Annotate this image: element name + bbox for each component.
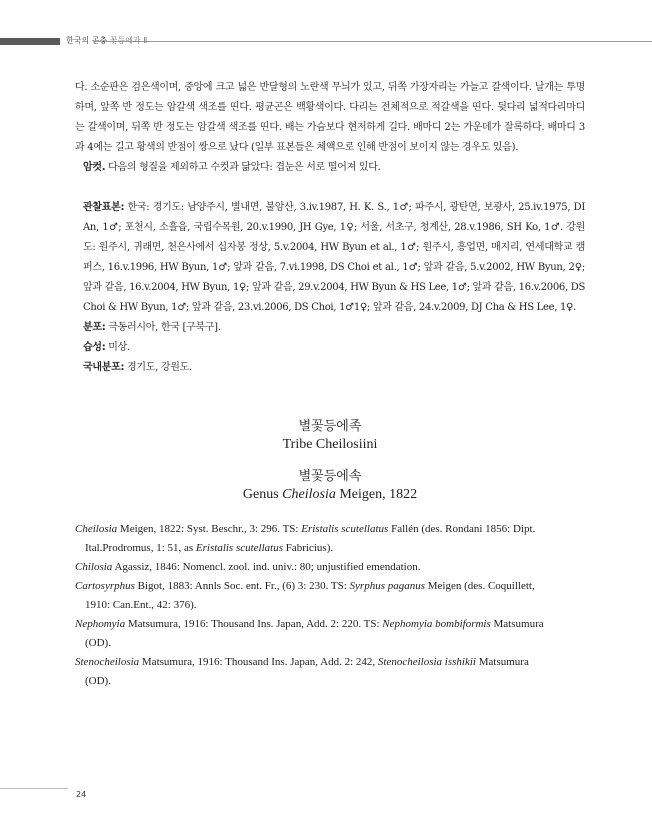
synonym-text: Matsumura, 1916: Thousand Ins. Japan, Add. 2: 242,	[139, 656, 378, 668]
synonym-continuation: Ital.Prodromus, 1: 51, as	[85, 542, 196, 554]
synonym-name: Chilosia	[75, 561, 113, 573]
header-rule-dark	[0, 38, 60, 45]
synonym-list	[75, 520, 585, 691]
genus-heading	[75, 468, 585, 504]
type-species-name: Eristalis scutellatus	[195, 542, 284, 554]
distribution-text: 극동러시아, 한국 [구북구].	[105, 322, 221, 333]
female-paragraph	[75, 158, 585, 178]
type-species-name: Eristalis scutellatus	[301, 523, 389, 535]
synonym-text: Matsumura	[475, 656, 529, 668]
habitat-text: 미상.	[105, 342, 130, 353]
domestic-label: 국내분포:	[83, 362, 125, 373]
type-species-name: Syrphus paganus	[349, 580, 426, 592]
genus-korean: 별꽃등에속	[298, 469, 362, 484]
habitat-label: 습성:	[83, 342, 106, 353]
synonym-name: Stenocheilosia	[75, 656, 140, 668]
page-number: 24	[76, 790, 87, 799]
page-body	[75, 78, 585, 691]
domestic-line	[75, 358, 585, 378]
female-text: 다음의 형질을 제외하고 수컷과 닮았다: 겹눈은 서로 떨어져 있다.	[105, 162, 381, 173]
type-species-name: Nephomyia bombiformis	[382, 618, 491, 630]
header-volume: 꽃등에과 Ⅱ	[109, 36, 148, 45]
synonym-entry	[75, 653, 585, 691]
synonym-continuation: (OD).	[85, 675, 111, 687]
synonym-name: Cartosyrphus	[75, 580, 135, 592]
genus-prefix: Genus	[242, 487, 283, 502]
genus-latin	[75, 486, 585, 504]
synonym-name: Cheilosia	[75, 523, 118, 535]
tribe-korean: 별꽃등에족	[298, 419, 362, 434]
synonym-text: Matsumura, 1916: Thousand Ins. Japan, Add. 2: 220. TS:	[125, 618, 383, 630]
synonym-text: Bigot, 1883: Annls Soc. ent. Fr., (6) 3: 230. TS:	[134, 580, 350, 592]
specimens-label: 관찰표본:	[83, 202, 125, 213]
header-book-title: 한국의 곤충	[66, 36, 108, 45]
distribution-line	[75, 318, 585, 338]
synonym-entry	[75, 615, 585, 653]
synonym-text: Matsumura	[490, 618, 544, 630]
synonym-continuation: 1910: Can.Ent., 42: 376).	[85, 599, 197, 611]
domestic-text: 경기도, 강원도.	[124, 362, 192, 373]
specimens-text: 한국: 경기도: 남양주시, 별내면, 불암산, 3.iv.1987, H. K. S., 1♂; 파주시, 광탄면, 보광사, 25.iv.1975, DI An, 1♂; 포천시, 소흘읍, 국립수목원, 20.v.1990, JH Gye, 1♀; 서울, 서초구, 청계산, 28.v.1986, SH Ko, 1♂. 강원도: 원주시, 귀래면, 천은사에서 십자봉 정상, 5.v.2004, HW Byun et al., 1♂; 원주시, 흥업면, 매지리, 연세대학교 캠퍼스, 16.v.1996, HW Byun, 1♂; 앞과 같음, 7.vi.1998, DS Choi et al., 1♂; 앞과 같음, 5.v.2002, HW Byun, 2♀; 앞과 같음, 16.v.2004, HW Byun, 1♀; 앞과 같음, 29.v.2004, HW Byun & HS Lee, 1♂; 앞과 같음, 16.v.2006, DS Choi & HW Byun, 1♂; 앞과 같음, 23.vi.2006, DS Choi, 1♂1♀; 앞과 같음, 24.v.2009, DJ Cha & HS Lee, 1♀.	[83, 202, 585, 313]
synonym-text: Meigen, 1822: Syst. Beschr., 3: 296. TS:	[117, 523, 302, 535]
synonym-text: Agassiz, 1846: Nomencl. zool. ind. univ.: 80; unjustified emendation.	[112, 561, 421, 573]
distribution-label: 분포:	[83, 322, 106, 333]
synonym-entry	[75, 558, 585, 577]
synonym-continuation: Fabricius).	[283, 542, 334, 554]
female-label: 암컷.	[83, 162, 106, 173]
synonym-continuation: (OD).	[85, 637, 111, 649]
running-header	[66, 35, 147, 46]
tribe-latin: Tribe Cheilosiini	[282, 437, 378, 452]
header-rule-light	[94, 41, 652, 42]
synonym-entry	[75, 577, 585, 615]
synonym-text: Fallén (des. Rondani 1856: Dipt.	[388, 523, 536, 535]
genus-author: Meigen, 1822	[335, 487, 418, 502]
type-species-name: Stenocheilosia isshikii	[377, 656, 476, 668]
genus-name: Cheilosia	[282, 487, 336, 502]
synonym-text: Meigen (des. Coquillett,	[425, 580, 535, 592]
synonym-name: Nephomyia	[75, 618, 126, 630]
description-paragraph: 다. 소순판은 검은색이며, 중앙에 크고 넓은 반달형의 노란색 무늬가 있고, 뒤쪽 가장자리는 가늘고 갈색이다. 날개는 투명하며, 앞쪽 반 정도는 암갈색 색조를 띤다. 평균곤은 백황색이다. 다리는 전체적으로 적갈색을 띤다. 뒷다리 넓적다리마디는 갈색이며, 뒤쪽 반 정도는 암갈색 색조를 띤다. 배는 가슴보다 현저하게 길다. 배마디 2는 가운데가 잘록하다. 배마디 3과 4에는 길고 황색의 반점이 쌍으로 났다 (일부 표본들은 체액으로 인해 반점이 보이지 않는 경우도 있음).	[75, 82, 585, 153]
tribe-heading	[75, 418, 585, 454]
synonym-entry	[75, 520, 585, 558]
specimens-paragraph	[75, 198, 585, 318]
habitat-line	[75, 338, 585, 358]
footer-rule	[0, 788, 68, 789]
